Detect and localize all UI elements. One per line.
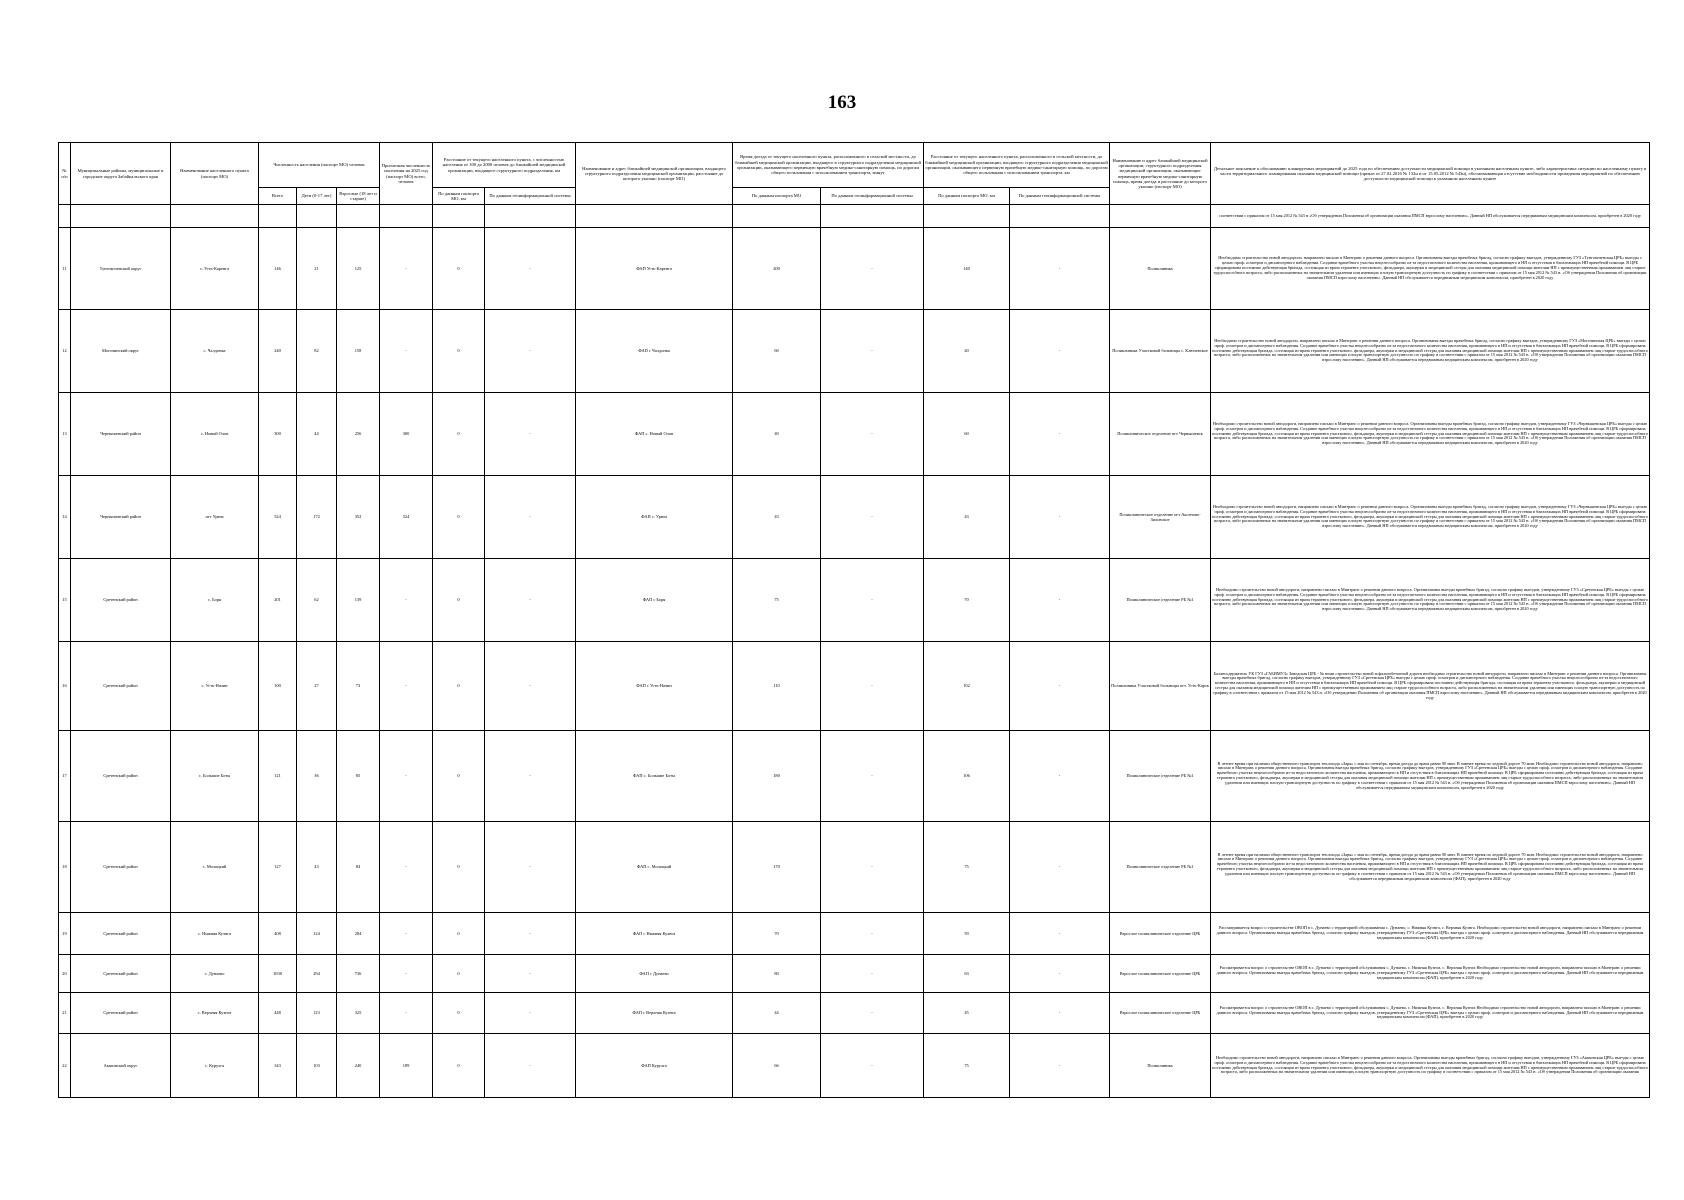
nearest-org-cell: ФАП с. Большие Боты	[576, 731, 733, 822]
nearest-org-cell: ФАП Курулга	[576, 1034, 733, 1098]
note-cell: Балансодержатель УК ГУЗ «ГАБИМУЗ» Заводская ЦРБ - № номи строительство новой асфальтобетонной дороги необходимо строительство новой автодороги, направлено письмо в Минтранс о решении данного вопроса. Организованы выезды врачебных бригад, согласно графику выездов, утвержденному ГУЗ «Сретенская ЦРБ» выезды с целью проф. осмотров и диспансерного наблюдения. Создание врачебного участка нецелесообразно из-за недостаточного количества населения, проживающего в НП и отсутствия в близлежащих НП врачебной помощи. В ЦРБ сформирована постоянно действующая бригада, состоящая из врача терапевта участкового, фельдшера, акушерки и медицинской сестры для оказания медицинской помощи жителям НП с преимущественным проживанием лиц старше трудоспособного возраста, либо расположенных на значительном удалении или имеющих плохую транспортную доступность по графику в соответствии с приказом от 15 мая 2012 № 543 н. «Об утверждении Положения об организации оказания ПМСП взрослому населению». Данный НП обслуживается передвижным медицинским комплексом, приобретен в 2020 году	[1211, 642, 1650, 731]
travel-time-geo-cell: -	[821, 476, 924, 559]
distance-geo-cell: -	[485, 731, 576, 822]
population-children-cell: 43	[297, 822, 337, 913]
travel-time-passport-cell: 200	[733, 228, 821, 310]
travel-time-geo-cell: -	[821, 559, 924, 642]
note-cell: соответствии с приказом от 15 мая 2012 № 543 н «Об утверждении Положения об организации оказания ПМСП взрослому населению». Данный НП обслуживается передвижным медицинским комплексом, приобретен в 2020 году	[1211, 205, 1650, 228]
distance-passport-cell: 0	[433, 393, 485, 476]
primary-org-cell: Поликлиническое отделение РБ №1	[1110, 822, 1211, 913]
population-total-cell: 127	[259, 822, 297, 913]
settlement-cell: с. Молоцкий	[171, 822, 259, 913]
travel-time-passport-cell: 66	[733, 1034, 821, 1098]
nearest-org-cell: ФАП с. Новый Олов	[576, 393, 733, 476]
travel-time-passport-cell: 80	[733, 955, 821, 993]
distance-passport-cell: 0	[433, 913, 485, 955]
population-adults-cell: 256	[337, 393, 380, 476]
distance-geo-cell: -	[485, 393, 576, 476]
table-row	[59, 955, 1650, 993]
note-cell: Необходимо строительство новой автодороги, направлено письмо в Минтранс о решении данного вопроса. Организованы выезды врачебных бригад, согласно графику выездов, утвержденному ГУЗ «Чернышевская ЦРБ» выезды с целью проф. осмотров и диспансерного наблюдения. Создание врачебного участка нецелесообразно из-за недостаточного количества населения, проживающего в НП и отсутствия в близлежащих НП врачебной помощи. В ЦРБ сформирована постоянно действующая бригада, состоящая из врача терапевта участкового, фельдшера, акушерки и медицинской сестры для оказания медицинской помощи жителям НП с преимущественным проживанием лиц старше трудоспособного возраста, либо расположенных на значительном удалении или имеющих плохую транспортную доступность по графику в соответствии с приказом от 15 мая 2012 № 543 н. «Об утверждении Положения об организации оказания ПМСП взрослому населению». Данный НП обслуживается передвижным медицинским комплексом, приобретен в 2020 году	[1211, 393, 1650, 476]
travel-time-geo-cell: -	[821, 993, 924, 1034]
nearest-org-cell: ФАП с Усть-Начин	[576, 642, 733, 731]
nearest-org-cell: ФАП с Боря	[576, 559, 733, 642]
population-children-cell: 21	[297, 228, 337, 310]
distance-km-geo-cell: -	[1010, 955, 1110, 993]
population-adults-cell: 240	[337, 1034, 380, 1098]
note-cell: Необходимо строительство новой автодороги, направлено письмо в Минтранс о решении данного вопроса. Организованы выезды врачебных бригад, согласно графику выездов, утвержденному ГУЗ «Чернышевская ЦРБ» выезды с целью проф. осмотров и диспансерного наблюдения. Создание врачебного участка нецелесообразно из-за недостаточного количества населения, проживающего в НП и отсутствия в близлежащих НП врачебной помощи. В ЦРБ сформирована постоянно действующая бригада, состоящая из врача терапевта участкового, фельдшера, акушерки и медицинской сестры для оказания медицинской помощи жителям НП с преимущественным проживанием лиц старше трудоспособного возраста, либо расположенных на значительном удалении или имеющих плохую транспортную доступность по графику в соответствии с приказом от 15 мая 2012 № 543 н. «Об утверждении Положения об организации оказания ПМСП взрослому населению». Данный НП обслуживается передвижным медицинским комплексом, приобретен в 2020 году	[1211, 476, 1650, 559]
primary-org-cell: Поликлиника Участковой больницы пгт. Усть-Карск	[1110, 642, 1211, 731]
primary-org-cell: Поликлиническое отделение пгт Чернышевск	[1110, 393, 1211, 476]
note-cell: Необходимо строительство новой автодороги, направлено письмо в Минтранс о решении данного вопроса. Организованы выезды врачебных бригад, согласно графику выездов, утвержденному ГУЗ «Тунгокоченская ЦРБ» выезды с целью проф. осмотров и диспансерного наблюдения. Создание врачебного участка нецелесообразно из-за недостаточного количества населения, проживающего в НП и отсутствия в близлежащих НП врачебной помощи. В ЦРБ сформирована постоянно действующая бригада, состоящая из врача терапевта участкового, фельдшера, акушерки и медицинской сестры для оказания медицинской помощи жителям НП с преимущественным проживанием лиц старше трудоспособного возраста, либо расположенных на значительном удалении или имеющих плохую транспортную доступность по графику в соответствии с приказом от 15 мая 2012 № 543 н. «Об утверждении Положения об организации оказания ПМСП взрослому населению». Данный НП обслуживается передвижным медицинским комплексом, приобретен в 2020 году	[1211, 228, 1650, 310]
travel-time-geo-cell: -	[821, 642, 924, 731]
note-cell: В летнее время при наличии общественного транспорта теплохода «Заря» с мая по сентябрь, время доезда до врача равно 90 мин. В зимнее время по ледовой дороге 70 мин. Необходимо строительство новой автодороги, направлено письмо в Минтранс о решении данного вопроса. Организованы выезды врачебных бригад, согласно графику выездов, утвержденному ГУЗ «Сретенская ЦРБ» выезды с целью проф. осмотров и диспансерного наблюдения. Создание врачебного участка нецелесообразно из-за недостаточного количества населения, проживающего в НП и отсутствия в близлежащих НП врачебной помощи. В ЦРБ сформирована постоянно действующая бригада, состоящая из врача терапевта участкового, фельдшера, акушерки и медицинской сестры для оказания медицинской помощи жителям НП с преимущественным проживанием лиц старше трудоспособного возраста, либо расположенных на значительном удалении или имеющих плохую транспортную доступность по графику в соответствии с приказом от 15 мая 2012 № 543 н. «Об утверждении Положения об организации оказания ПМСП взрослому населению». Данный НП обслуживается передвижным медицинским комплексом (ФАП), приобретен в 2020 году	[1211, 822, 1650, 913]
table-row-continuation	[59, 205, 1650, 228]
note-cell: Рассматривается вопрос о строительстве ОВОП в с. Дунаево с территорией обслуживания с. Дунаево, с. Нижняя Куэнга, с. Верхняя Куэнга. Необходимо строительство новой автодороги, направлено письмо в Минтранс о решении данного вопроса. Организованы выезды врачебных бригад, согласно графику выездов, утвержденному ГУЗ «Сретенская ЦРБ» выезды с целью проф. осмотров и диспансерного наблюдения. Данный НП обслуживается передвижным медицинским комплексом (ФАП), приобретен в 2020 году	[1211, 913, 1650, 955]
distance-passport-cell: 0	[433, 310, 485, 393]
table-row	[59, 476, 1650, 559]
district-cell: Сретенский район	[71, 822, 171, 913]
nearest-org-cell: ФАП с Нижняя Куэнга	[576, 913, 733, 955]
population-total-cell: 300	[259, 393, 297, 476]
distance-passport-cell: 0	[433, 993, 485, 1034]
header-adults: Взрослые (18 лет и старше)	[337, 188, 380, 205]
district-cell: Могочинский округ	[71, 310, 171, 393]
header-num: № п/п	[59, 143, 71, 205]
distance-km-passport-cell: 75	[924, 822, 1010, 913]
distance-passport-cell: 0	[433, 731, 485, 822]
distance-geo-cell: -	[485, 993, 576, 1034]
travel-time-passport-cell: 60	[733, 310, 821, 393]
distance-passport-cell: 0	[433, 559, 485, 642]
primary-org-cell: Поликлиническое отделение пгт Аксеново-Зиловское	[1110, 476, 1211, 559]
travel-time-passport-cell: 110	[733, 642, 821, 731]
district-cell: Сретенский район	[71, 913, 171, 955]
settlement-cell: с. Нижняя Куэнга	[171, 913, 259, 955]
distance-km-geo-cell: -	[1010, 1034, 1110, 1098]
distance-passport-cell: 0	[433, 476, 485, 559]
header-passport-mo-time: По данным паспорта МО	[733, 188, 821, 205]
distance-passport-cell: 0	[433, 642, 485, 731]
row-number: 21	[59, 993, 71, 1034]
district-cell: Сретенский район	[71, 731, 171, 822]
population-total-cell: 524	[259, 476, 297, 559]
population-total-cell: 240	[259, 310, 297, 393]
forecast-cell: 524	[380, 476, 433, 559]
note-cell: Рассматривается вопрос о строительстве ОВОП в с. Дунаево с территорией обслуживания с. Дунаево, с. Нижняя Куэнга, с. Верхняя Куэнга Необходимо строительство новой автодороги, направлено письмо в Минтранс о решении данного вопроса. Организованы выезды врачебных бригад, согласно графику выездов, утвержденному ГУЗ «Сретенская ЦРБ» выезды с целью проф. осмотров и диспансерного наблюдения. Данный НП обслуживается передвижным медицинским комплексом (ФАП), приобретен в 2020 году	[1211, 955, 1650, 993]
nearest-org-cell: ФАП Усть-Каренга	[576, 228, 733, 310]
distance-km-passport-cell: 59	[924, 913, 1010, 955]
population-adults-cell: 85	[337, 731, 380, 822]
travel-time-geo-cell: -	[821, 955, 924, 993]
forecast-cell: -	[380, 822, 433, 913]
population-children-cell: 103	[297, 1034, 337, 1098]
distance-km-geo-cell: -	[1010, 228, 1110, 310]
population-adults-cell: 139	[337, 559, 380, 642]
nearest-org-cell: ФАП с. Урюм	[576, 476, 733, 559]
population-children-cell: 36	[297, 731, 337, 822]
nearest-org-cell: ФАП с Дунаево	[576, 955, 733, 993]
population-adults-cell: 73	[337, 642, 380, 731]
header-note: Детальное пояснение к обоснованию планируемых мероприятий до 2025 года по обеспечению доступности медицинской помощи в указанном населенном пункте, либо характеристика ситуации по населенному пункту в части территориального планирования оказания медицинской помощи (приказ от 27.02.2016 № 132н и от 15.05.2012 № 543н), обосновывающая отсутствие необходимости проведения мероприятий по обеспечению доступности медицинской помощи в указанном населенном пункте	[1211, 143, 1650, 205]
distance-geo-cell: -	[485, 310, 576, 393]
population-total-cell: 146	[259, 228, 297, 310]
population-adults-cell: 352	[337, 476, 380, 559]
note-cell: Необходимо строительство новой автодороги, направлено письмо в Минтранс о решении данного вопроса. Организованы выезды врачебных бригад, согласно графику выездов, утвержденному ГУЗ «Могочинская ЦРБ» выезды с целью проф. осмотров и диспансерного наблюдения. Создание врачебного участка нецелесообразно из-за недостаточного количества населения, проживающего в НП и отсутствия в близлежащих НП врачебной помощи. В ЦРБ сформирована постоянно действующая бригада, состоящая из врача терапевта участкового, фельдшера, акушерки и медицинской сестры для оказания медицинской помощи жителям НП с преимущественным проживанием лиц старше трудоспособного возраста, либо расположенных на значительном удалении или имеющих плохую транспортную доступность по графику в соответствии с приказом от 15 мая 2012 № 543 н. «Об утверждении Положения об организации оказания ПМСП взрослому населению». Данный НП обслуживается передвижным медицинским комплексом, приобретен в 2020 году	[1211, 310, 1650, 393]
page-number: 163	[827, 92, 857, 113]
primary-org-cell: Поликлиника	[1110, 1034, 1211, 1098]
distance-geo-cell: -	[485, 1034, 576, 1098]
header-distance1: Расстояние от текущего населенного пункта, с численностью населения от 100 до 2000 человек до ближайшей медицинской организации, входящего структурного подразделения, км	[433, 143, 576, 188]
population-children-cell: 44	[297, 393, 337, 476]
header-passport-mo: По данным паспорта МО, км	[433, 188, 485, 205]
forecast-cell: -	[380, 310, 433, 393]
distance-km-geo-cell: -	[1010, 476, 1110, 559]
nearest-org-cell: ФАП с Верхняя Куэнга	[576, 993, 733, 1034]
distance-km-geo-cell: -	[1010, 822, 1110, 913]
header-children: Дети (0-17 лет)	[297, 188, 337, 205]
population-children-cell: 123	[297, 993, 337, 1034]
distance-geo-cell: -	[485, 476, 576, 559]
travel-time-geo-cell: -	[821, 228, 924, 310]
header-settlement: Наименование населенного пункта (паспорт МО)	[171, 143, 259, 205]
travel-time-passport-cell: 44	[733, 993, 821, 1034]
population-adults-cell: 158	[337, 310, 380, 393]
primary-org-cell: Взрослое поликлиническое отделение ЦРБ	[1110, 993, 1211, 1034]
population-total-cell: 343	[259, 1034, 297, 1098]
district-cell: Тунгокоченский округ	[71, 228, 171, 310]
population-total-cell: 1030	[259, 955, 297, 993]
settlement-cell: с. Новый Олов	[171, 393, 259, 476]
settlement-cell: с. Боря	[171, 559, 259, 642]
travel-time-geo-cell: -	[821, 913, 924, 955]
header-passport-mo-km: По данным паспорта МО, км	[924, 188, 1010, 205]
nearest-org-cell: ФАП с. Молоцкий	[576, 822, 733, 913]
distance-km-geo-cell: -	[1010, 642, 1110, 731]
table-row	[59, 1034, 1650, 1098]
distance-km-passport-cell: 106	[924, 731, 1010, 822]
row-number: 12	[59, 310, 71, 393]
row-number: 11	[59, 228, 71, 310]
header-geo-system: По данным геоинформационной системы	[485, 188, 576, 205]
travel-time-geo-cell: -	[821, 822, 924, 913]
settlement-cell: с. Чалдонка	[171, 310, 259, 393]
distance-km-passport-cell: 45	[924, 993, 1010, 1034]
distance-km-passport-cell: 40	[924, 310, 1010, 393]
distance-km-geo-cell: -	[1010, 913, 1110, 955]
population-children-cell: 294	[297, 955, 337, 993]
primary-org-cell: Поликлиническое отделение РБ №1	[1110, 559, 1211, 642]
travel-time-passport-cell: 40	[733, 393, 821, 476]
table-row	[59, 822, 1650, 913]
population-adults-cell: 325	[337, 993, 380, 1034]
distance-km-passport-cell: 102	[924, 642, 1010, 731]
distance-km-geo-cell: -	[1010, 393, 1110, 476]
population-total-cell: 201	[259, 559, 297, 642]
settlement-cell: пгт Урюм	[171, 476, 259, 559]
settlement-cell: с. Дунаево	[171, 955, 259, 993]
travel-time-passport-cell: 70	[733, 913, 821, 955]
forecast-cell: -	[380, 731, 433, 822]
primary-org-cell: Взрослое поликлиническое отделение ЦРБ	[1110, 955, 1211, 993]
primary-org-cell: Поликлиника	[1110, 228, 1211, 310]
forecast-cell: -	[380, 228, 433, 310]
table-row	[59, 642, 1650, 731]
population-children-cell: 62	[297, 559, 337, 642]
travel-time-geo-cell: -	[821, 310, 924, 393]
distance-passport-cell: 0	[433, 955, 485, 993]
table-row	[59, 559, 1650, 642]
settlement-cell: с. Усть-Начин	[171, 642, 259, 731]
row-number: 22	[59, 1034, 71, 1098]
population-total-cell: 100	[259, 642, 297, 731]
header-population: Численность населения (паспорт МО) человек	[259, 143, 380, 188]
distance-km-passport-cell: 43	[924, 476, 1010, 559]
distance-km-geo-cell: -	[1010, 731, 1110, 822]
forecast-cell: -	[380, 913, 433, 955]
note-cell: Необходимо строительство новой автодороги, направлено письмо в Минтранс о решении данного вопроса. Организованы выезды врачебных бригад, согласно графику выездов, утвержденному ГУЗ «Акшинская ЦРБ» выезды с целью проф. осмотров и диспансерного наблюдения. Создание врачебного участка нецелесообразно из-за недостаточного количества населения, проживающего в НП и отсутствия в близлежащих НП врачебной помощи. В ЦРБ сформирована постоянно действующая бригада, состоящая из врача терапевта участкового, фельдшера, акушерки и медицинской сестры для оказания медицинской помощи жителям НП с преимущественным проживанием лиц старше трудоспособного возраста, либо расположенных на значительном удалении или имеющих плохую транспортную доступность по графику в соответствии с приказом от 15 мая 2012 № 543 н. «Об утверждении Положения об организации оказания	[1211, 1034, 1650, 1098]
table-row	[59, 993, 1650, 1034]
forecast-cell: 189	[380, 1034, 433, 1098]
population-children-cell: 82	[297, 310, 337, 393]
row-number: 13	[59, 393, 71, 476]
nearest-org-cell: ФАП с Чалдонка	[576, 310, 733, 393]
header-geo-system-time: По данным геоинформационной системы	[821, 188, 924, 205]
header-travel-time: Время доезда от текущего населенного пункта, расположенного в сельской местности, до ближайшей медицинской организации, входящего в структурного подразделения медицинской организации, оказывающего первичную врачебную медико-санитарную помощь, по дорогам общего пользования с использованием транспорта, минут	[733, 143, 924, 188]
note-cell: Необходимо строительство новой автодороги, направлено письмо в Минтранс о решении данного вопроса. Организованы выезды врачебных бригад, согласно графику выездов, утвержденному ГУЗ «Сретенская ЦРБ» выезды с целью проф. осмотров и диспансерного наблюдения. Создание врачебного участка нецелесообразно из-за недостаточного количества населения, проживающего в НП и отсутствия в близлежащих НП врачебной помощи. В ЦРБ сформирована постоянно действующая бригада, состоящая из врача терапевта участкового, фельдшера, акушерки и медицинской сестры для оказания медицинской помощи жителям НП с преимущественным проживанием лиц старше трудоспособного возраста, либо расположенных на значительном удалении или имеющих плохую транспортную доступность по графику в соответствии с приказом от 15 мая 2012 № 543 н. «Об утверждении Положения об организации оказания ПМСП взрослому населению». Данный НП обслуживается передвижным медицинским комплексом, приобретен в 2020 году	[1211, 559, 1650, 642]
travel-time-passport-cell: 170	[733, 822, 821, 913]
distance-passport-cell: 0	[433, 822, 485, 913]
population-adults-cell: 736	[337, 955, 380, 993]
distance-km-geo-cell: -	[1010, 993, 1110, 1034]
forecast-cell: -	[380, 955, 433, 993]
district-cell: Чернышевский район	[71, 393, 171, 476]
forecast-cell: -	[380, 559, 433, 642]
distance-passport-cell: 0	[433, 228, 485, 310]
population-adults-cell: 84	[337, 822, 380, 913]
distance-km-passport-cell: 63	[924, 955, 1010, 993]
population-total-cell: 121	[259, 731, 297, 822]
row-number: 14	[59, 476, 71, 559]
row-number: 17	[59, 731, 71, 822]
forecast-cell: -	[380, 993, 433, 1034]
header-primary-org: Наименование и адрес ближайшей медицинской организации, структурного подразделения медицинской организации, оказывающие первичную врачебную медико-санитарную помощь, время доезда и расстояние до которого указано (паспорт МО)	[1110, 143, 1211, 205]
distance-km-passport-cell: 75	[924, 1034, 1010, 1098]
table-row	[59, 913, 1650, 955]
header-total: Всего	[259, 188, 297, 205]
primary-org-cell: Поликлиническое отделение РБ №1	[1110, 731, 1211, 822]
population-adults-cell: 284	[337, 913, 380, 955]
district-cell: Сретенский район	[71, 993, 171, 1034]
forecast-cell: 300	[380, 393, 433, 476]
population-total-cell: 448	[259, 993, 297, 1034]
distance-geo-cell: -	[485, 559, 576, 642]
settlement-cell: с. Большие Боты	[171, 731, 259, 822]
travel-time-passport-cell: 43	[733, 476, 821, 559]
distance-km-passport-cell: 140	[924, 228, 1010, 310]
distance-geo-cell: -	[485, 228, 576, 310]
header-forecast: Прогнозная численность населения на 2025 год (паспорт МО) всего, человек	[380, 143, 433, 205]
settlements-table	[58, 142, 1650, 1098]
header-geo-system-km: По данным геоинформационной системы	[1010, 188, 1110, 205]
row-number: 19	[59, 913, 71, 955]
district-cell: Акшинский округ	[71, 1034, 171, 1098]
row-number: 15	[59, 559, 71, 642]
travel-time-passport-cell: 75	[733, 559, 821, 642]
district-cell: Сретенский район	[71, 559, 171, 642]
travel-time-geo-cell: -	[821, 393, 924, 476]
population-children-cell: 172	[297, 476, 337, 559]
primary-org-cell: Поликлиника Участковой больницы с. Ключевское	[1110, 310, 1211, 393]
distance-km-geo-cell: -	[1010, 310, 1110, 393]
table-row	[59, 731, 1650, 822]
distance-km-passport-cell: 60	[924, 393, 1010, 476]
settlement-cell: с. Курулга	[171, 1034, 259, 1098]
district-cell: Сретенский район	[71, 955, 171, 993]
district-cell: Чернышевский район	[71, 476, 171, 559]
note-cell: В летнее время при наличии общественного транспорта теплохода «Заря» с мая по сентябрь, время доезда до врача равно 90 мин. В зимнее время по ледовой дороге 70 мин. Необходимо строительство новой автодороги, направлено письмо в Минтранс о решении данного вопроса. Организованы выезды врачебных бригад, согласно графику выездов, утвержденному ГУЗ «Сретенская ЦРБ» выезды с целью проф. осмотров и диспансерного наблюдения. Создание врачебного участка нецелесообразно из-за недостаточного количества населения, проживающего в НП и отсутствия в близлежащих НП врачебной помощи. В ЦРБ сформирована постоянно действующая бригада, состоящая из врача терапевта участкового, фельдшера, акушерки и медицинской сестры для оказания медицинской помощи жителям НП с преимущественным проживанием лиц старше трудоспособного возраста, либо расположенных на значительном удалении или имеющих плохую транспортную доступность по графику в соответствии с приказом от 15 мая 2012 № 543 н. «Об утверждении Положения об организации оказания ПМСП взрослому населению». Данный НП обслуживается передвижным медицинским комплексом, приобретен в 2020 году	[1211, 731, 1650, 822]
row-number: 16	[59, 642, 71, 731]
travel-time-geo-cell: -	[821, 731, 924, 822]
table-row	[59, 228, 1650, 310]
distance-passport-cell: 0	[433, 1034, 485, 1098]
travel-time-geo-cell: -	[821, 1034, 924, 1098]
distance-km-geo-cell: -	[1010, 559, 1110, 642]
row-number: 18	[59, 822, 71, 913]
population-total-cell: 408	[259, 913, 297, 955]
district-cell: Сретенский район	[71, 642, 171, 731]
forecast-cell: -	[380, 642, 433, 731]
note-cell: Рассматривается вопрос о строительстве ОВОП в с. Дунаево с территорией обслуживания с. Дунаево, с. Нижняя Куэнга, с. Верхняя Куэнга Необходимо строительство новой автодороги, направлено письмо в Минтранс о решении данного вопроса. Организованы выезды врачебных бригад, согласно графику выездов, утвержденному ГУЗ «Сретенская ЦРБ» выезды с целью проф. осмотров и диспансерного наблюдения. Данный НП обслуживается передвижным медицинским комплексом (ФАП), приобретен в 2020 году	[1211, 993, 1650, 1034]
table-row	[59, 310, 1650, 393]
population-adults-cell: 125	[337, 228, 380, 310]
distance-geo-cell: -	[485, 955, 576, 993]
header-distance2: Расстояние от текущего населенного пункта, расположенного в сельской местности, до ближайшей медицинской организации, входящего структурного подразделения медицинской организации, оказывающего первичную врачебную медико-санитарную помощь, по дорогам общего пользования с использованием транспорта, км	[924, 143, 1110, 188]
distance-km-passport-cell: 70	[924, 559, 1010, 642]
distance-geo-cell: -	[485, 822, 576, 913]
population-children-cell: 124	[297, 913, 337, 955]
distance-geo-cell: -	[485, 913, 576, 955]
row-number: 20	[59, 955, 71, 993]
table-row	[59, 393, 1650, 476]
settlement-cell: с. Верхняя Куэнга	[171, 993, 259, 1034]
population-children-cell: 27	[297, 642, 337, 731]
distance-geo-cell: -	[485, 642, 576, 731]
primary-org-cell: Взрослое поликлиническое отделение ЦРБ	[1110, 913, 1211, 955]
header-district: Муниципальные районы, муниципальные и городские округа Забайкальского края	[71, 143, 171, 205]
settlement-cell: с. Усть-Каренга	[171, 228, 259, 310]
travel-time-passport-cell: 180	[733, 731, 821, 822]
header-nearest-org: Наименование и адрес ближайшей медицинской организации, входящего структурного подразделения медицинской организации, расстояние до которого указано (паспорт МО)	[576, 143, 733, 205]
